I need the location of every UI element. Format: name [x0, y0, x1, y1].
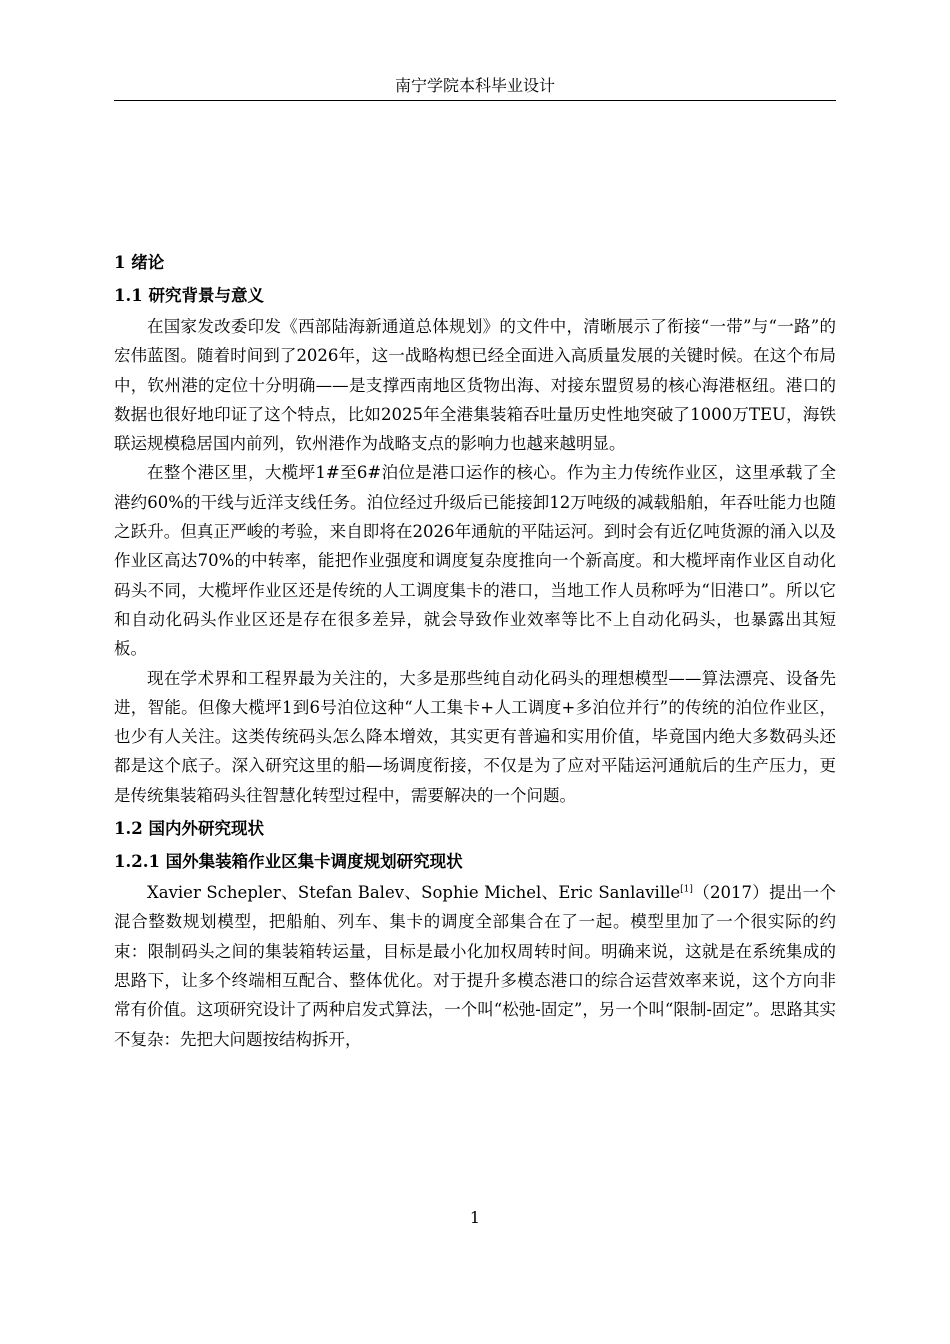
- paragraph: 在整个港区里，大榄坪1#至6#泊位是港口运作的核心。作为主力传统作业区，这里承载了全港约60%的干线与近洋支线任务。泊位经过升级后已能接卸12万吨级的减载船舶，年吞吐能力也随之跃升。但真正严峻的考验，来自即将在2026年通航的平陆运河。到时会有近亿吨货源的涌入以及作业区高达70%的中转率，能把作业强度和调度复杂度推向一个新高度。和大榄坪南作业区自动化码头不同，大榄坪作业区还是传统的人工调度集卡的港口，当地工作人员称呼为“旧港口”。所以它和自动化码头作业区还是存在很多差异，就会导致作业效率等比不上自动化码头，也暴露出其短板。: [114, 463, 836, 659]
- document-body: [114, 246, 836, 1054]
- paragraph: 在国家发改委印发《西部陆海新通道总体规划》的文件中，清晰展示了衔接“一带”与“一路”的宏伟蓝图。随着时间到了2026年，这一战略构想已经全面进入高质量发展的关键时候。在这个布局中，钦州港的定位十分明确——是支撑西南地区货物出海、对接东盟贸易的核心海港枢纽。港口的数据也很好地印证了这个特点，比如2025年全港集装箱吞吐量历史性地突破了1000万TEU，海铁联运规模稳居国内前列，钦州港作为战略支点的影响力也越来越明显。: [114, 317, 836, 454]
- paragraph-text: Xavier Schepler、Stefan Balev、Sophie Michel、Eric Sanlaville: [147, 883, 681, 903]
- section-title-1-1: 1.1 研究背景与意义: [114, 286, 264, 305]
- paragraph: [114, 878, 836, 1054]
- paragraph: 现在学术界和工程界最为关注的，大多是那些纯自动化码头的理想模型——算法漂亮、设备先进，智能。但像大榄坪1到6号泊位这种“人工集卡+人工调度+多泊位并行”的传统的泊位作业区，也少有人关注。这类传统码头怎么降本增效，其实更有普遍和实用价值，毕竟国内绝大多数码头还都是这个底子。深入研究这里的船—场调度衔接，不仅是为了应对平陆运河通航后的生产压力，更是传统集装箱码头往智慧化转型过程中，需要解决的一个问题。: [114, 668, 836, 805]
- subsection-title-1-2-1: 1.2.1 国外集装箱作业区集卡调度规划研究现状: [114, 852, 463, 872]
- paragraph-text: （2017）提出一个混合整数规划模型，把船舶、列车、集卡的调度全部集合在了一起。模型里加了一个很实际的约束：限制码头之间的集装箱转运量，目标是最小化加权周转时间。明确来说，这就是在系统集成的思路下，让多个终端相互配合、整体优化。对于提升多模态港口的综合运营效率来说，这个方向非常有价值。这项研究设计了两种启发式算法，一个叫“松弛-固定”，另一个叫“限制-固定”。思路其实不复杂：先把大问题按结构拆开，: [114, 883, 836, 1049]
- page-number: 1: [469, 1208, 481, 1227]
- chapter-title: 1 绪论: [114, 253, 165, 272]
- page-header: 南宁学院本科毕业设计: [394, 76, 555, 95]
- section-title-1-2: 1.2 国内外研究现状: [114, 819, 264, 839]
- reference-mark: [1]: [680, 884, 693, 895]
- header-rule: [114, 100, 836, 101]
